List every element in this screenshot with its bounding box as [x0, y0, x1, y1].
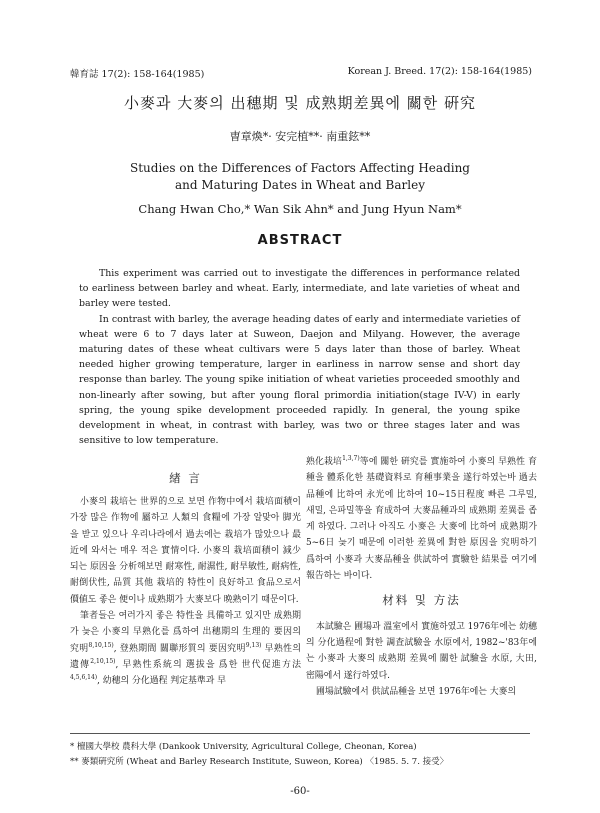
- journal-citation-ko: 韓育誌 17(2): 158-164(1985): [70, 69, 205, 80]
- abstract-paragraph-2: In contrast with barley, the average heading dates of early and intermediate varieties of wheat were 6 to 7 days later at Suweon, Daejon and Milyang. However, the average maturing dates of these wheat cultivars were 5 days later than those of barley. Wheat needed higher growing temperature, larger in earliness in narrow sense and short day response than barley. The young spike initiation of wheat varieties proceeded smoothly and non-linearly after sowing, but after young floral primordia initiation(stage IV-V) in early spring, the young spike development proceeded rapidly. In general, the young spike development in wheat, in contrast with barley, was two or three stages later and was sensitive to low temperature.: [79, 313, 520, 447]
- abstract-paragraph-1: This experiment was carried out to investigate the differences in performance related to earliness between barley and wheat. Early, intermediate, and late varieties of wheat and barley were tested.: [79, 268, 520, 310]
- reference-superscript: 4,5,6,14): [70, 674, 98, 682]
- authors-english: Chang Hwan Cho,* Wan Sik Ahn* and Jung Hyun Nam*: [138, 202, 462, 216]
- materials-methods-heading: 材料 및 方法: [382, 593, 461, 608]
- reference-superscript: 8,10,15): [88, 641, 114, 649]
- page-number: -60-: [290, 786, 310, 797]
- title-korean: 小麥과 大麥의 出穗期 및 成熟期差異에 關한 硏究: [123, 94, 477, 112]
- title-english-line1: Studies on the Differences of Factors Affecting Heading: [129, 161, 470, 175]
- introduction-paragraph-1: 小麥의 栽培는 世界的으로 보면 作物中에서 栽培面積이 가장 많은 作物에 屬하고 人類의 食糧에 가장 알맞아 脚光을 받고 있으나 우리나라에서 過去에는 栽培가 많았으나 最近에 와서는 매우 적은 實情이다. 小麥의 栽培面積이 減少되는 原因을 分析해보면 耐寒性, 耐濕性, 耐旱敏性, 耐病性, 耐倒伏性, 品質 其他 栽培的 特性이 良好하고 食品으로서 價値도 좋은 便이나 成熟期가 大麥보다 晩熟이기 때문이다.: [70, 497, 301, 605]
- left-column: [70, 454, 301, 690]
- introduction-heading: 緖 言: [169, 471, 202, 485]
- methods-paragraph-2: 圃場試驗에서 供試品種을 보면 1976年에는 大麥의: [316, 686, 517, 697]
- title-english: [0, 160, 600, 194]
- footnote-affiliation-2: ** 麥類硏究所 (Wheat and Barley Research Institute, Suweon, Korea) 〈1985. 5. 7. 接受〉: [70, 757, 449, 767]
- title-english-line2: and Maturing Dates in Wheat and Barley: [175, 178, 425, 192]
- abstract-body: [79, 266, 520, 448]
- reference-superscript: 9,13): [245, 641, 262, 649]
- abstract-heading: ABSTRACT: [257, 233, 343, 248]
- right-column: [306, 454, 537, 700]
- introduction-paragraph-2: 筆者들은 여러가지 좋은 特性을 具備하고 있지만 成熟期가 늦은 小麥의 早熟化를 爲하여 出穗期의 生理的 要因의 究明$^{8,10,15)}$, 登熟期間 關聯形質의 要因究明$^{9,13)}$ 早熟性의 遺傳$^{2,10,15)}$, 早熟性系統의 選拔을 爲한 世代促進方法$^{4,5,6,14)}$, 幼穗의 分化過程 判定基準과 早: [70, 611, 302, 687]
- footnote-affiliation-1: * 檀國大學校 農科大學 (Dankook University, Agricultural College, Cheonan, Korea): [70, 742, 417, 752]
- reference-superscript: 2,10,15): [90, 658, 116, 665]
- footnote-divider: [70, 733, 530, 734]
- reference-superscript: 1,3,7): [342, 455, 360, 463]
- authors-korean: 曺章煥*· 安完植**· 南重鉉**: [229, 130, 371, 143]
- methods-paragraph-1: 本試驗은 圃場과 溫室에서 實施하였고 1976年에는 幼穗의 分化過程에 對한 調査試驗을 水原에서, 1982~'83年에는 小麥과 大麥의 成熟期 差異에 關한 試驗을 水原, 大田, 密陽에서 遂行하였다.: [306, 621, 537, 681]
- right-column-paragraph-1: 熟化栽培$^{1,3,7)}$等에 關한 硏究를 實施하여 小麥의 早熟性 育種을 體系化한 基礎資料로 育種事業을 遂行하였는바 過去品種에 比하여 永光에 比하여 10~15日程度 빠른 그루밀, 새밀, 은파밀等을 育成하여 大麥品種과의 成熟期 差異를 좁게 하였다. 그러나 아직도 小麥은 大麥에 比하여 成熟期가 5~6日 늦기 때문에 이러한 差異에 對한 原因을 究明하기 爲하여 小麥과 大麥品種을 供試하여 實驗한 結果를 여기에 報告하는 바이다.: [306, 455, 538, 582]
- journal-citation-en: Korean J. Breed. 17(2): 158-164(1985): [347, 66, 532, 77]
